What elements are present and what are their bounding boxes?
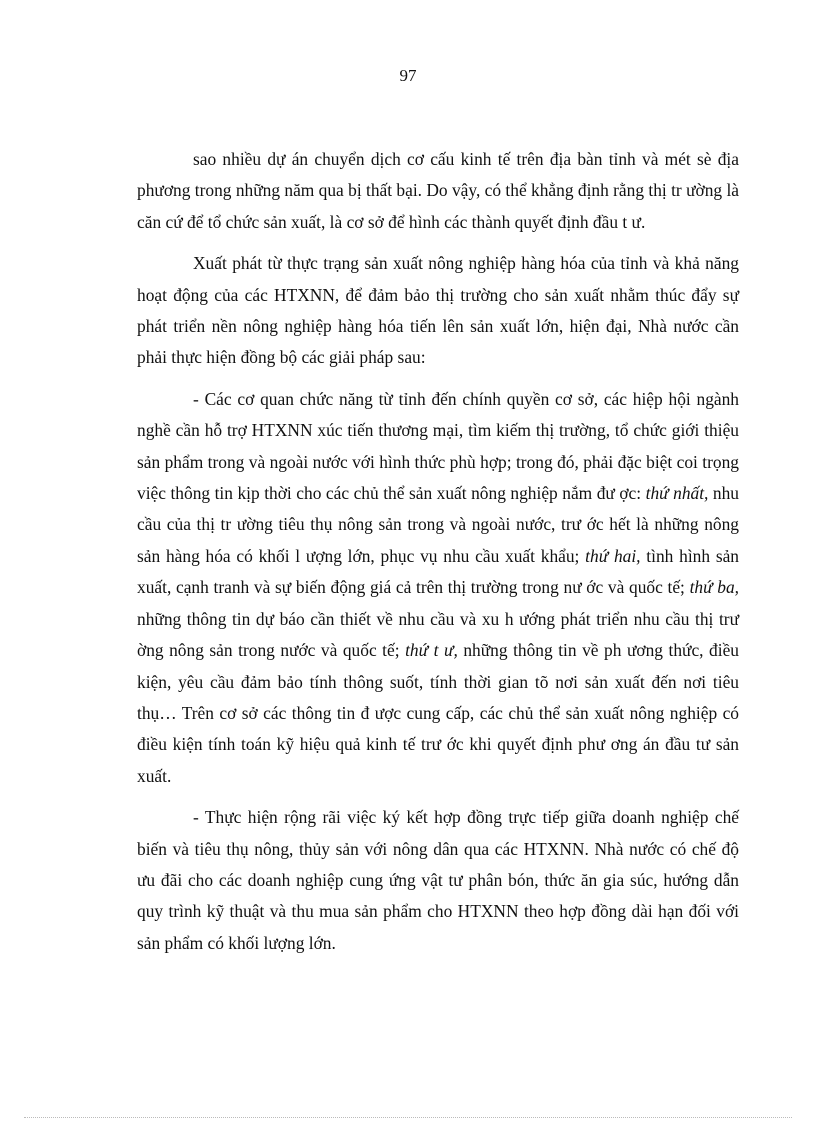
page-bottom-divider	[24, 1117, 792, 1118]
italic-second: thứ hai,	[585, 545, 641, 566]
text-segment: những thông tin về ph ương thức, điều kiện, yêu cầu đảm bảo tính thông suốt, tính thời gian tõ nơi sản xuất đến nơi tiêu thụ… Trên cơ sở các thông tin đ ược cung cấp, các chủ thể sản xuất nông nghiệp có điều kiện tính toán kỹ hiệu quả kinh tế trư ớc khi quyết định phư ơng án đầu tư sản xuất.	[137, 640, 739, 786]
italic-first: thứ nhất,	[645, 483, 709, 504]
paragraph-market-information	[137, 384, 739, 792]
paragraph-solutions-intro: Xuất phát từ thực trạng sản xuất nông nghiệp hàng hóa của tỉnh và khả năng hoạt động của các HTXNN, để đảm bảo thị trường cho sản xuất nhằm thúc đẩy sự phát triển nền nông nghiệp hàng hóa tiến lên sản xuất lớn, hiện đại, Nhà nước cần phải thực hiện đồng bộ các giải pháp sau:	[137, 253, 739, 368]
text-segment: - Các cơ quan chức năng từ tỉnh đến chính quyền cơ sở, các hiệp hội ngành nghề cần hỗ trợ HTXNN xúc tiến thương mại, tìm kiếm thị trường, tổ chức giới thiệu sản phẩm trong và ngoài nước với hình thức phù hợp; trong đó, phải đặc biệt coi trọng việc thông tin kịp thời cho các chủ thể sản xuất nông nghiệp nắm đư ợc:	[137, 388, 739, 504]
italic-fourth: thứ t ư,	[405, 640, 458, 661]
text-segment: tình hình sản xuất, cạnh tranh và sự biến động giá cả trên thị trường trong nư ớc và quốc tế;	[137, 545, 740, 598]
text-segment: nhu cầu của thị tr ường tiêu thụ nông sản trong và ngoài nước, trư ớc hết là những nông sản hàng hóa có khối l ượng lớn, phục vụ nhu cầu xuất khẩu;	[137, 483, 740, 566]
paragraph-contracts: - Thực hiện rộng rãi việc ký kết hợp đồng trực tiếp giữa doanh nghiệp chế biến và tiêu thụ nông, thủy sản với nông dân qua các HTXNN. Nhà nước có chế độ ưu đãi cho các doanh nghiệp cung ứng vật tư phân bón, thức ăn gia súc, hướng dẫn quy trình kỹ thuật và thu mua sản phẩm cho HTXNN theo hợp đồng dài hạn đối với sản phẩm có khối lượng lớn.	[137, 807, 739, 953]
italic-third: thứ ba,	[689, 577, 739, 598]
document-body	[137, 144, 739, 969]
page-number: 97	[399, 66, 417, 85]
paragraph-market-basis: sao nhiều dự án chuyển dịch cơ cấu kinh tế trên địa bàn tỉnh và mét sè địa phương trong những năm qua bị thất bại. Do vậy, có thể khẳng định rằng thị tr ường là căn cứ để tổ chức sản xuất, là cơ sở để hình các thành quyết định đầu t ư.	[137, 149, 739, 232]
text-segment: những thông tin dự báo cần thiết về nhu cầu và xu h ướng phát triển nhu cầu thị trư ờng nông sản trong nước và quốc tế;	[137, 608, 739, 661]
